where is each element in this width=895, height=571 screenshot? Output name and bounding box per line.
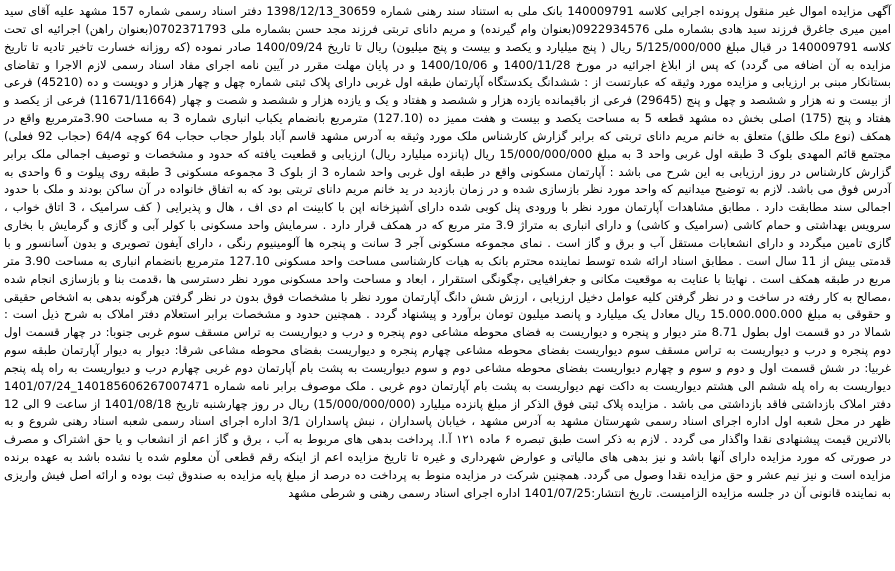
auction-notice-text: آگهی مزایده اموال غیر منقول پرونده اجرایی کلاسه 140009791 بانک ملی به استناد سند رهنی شماره 30659_1398/12/13 دفتر اسناد رسمی شماره 157 مشهد علیه آقای سید امین میری جاغرق فرزند سید هادی بشماره ملی 0922934576(بعنوان وام گیرنده) و مریم دانای تربتی فرزند مجد حسن بشماره ملی 0702371793(بعنوان راهن) اجرائیه ای تحت کلاسه 140009791 در قبال مبلغ 5/125/000/000 ریال ( پنج میلیارد و یکصد و بیست و پنج میلیون) ریال تا تاریخ 1400/09/24 صادر نموده (که روزانه خسارت تاخیر تادیه تا تاریخ مزایده به آن اضافه می گردد) که پس از ابلاغ اجرائیه در مورخ 1400/11/28 و 1400/10/06 و در پایان مهلت مقرر در آیین نامه اجرای مفاد اسناد رسمی لازم الاجرا و تقاضای بستانکار مبنی بر ارزیابی و مزایده مورد وثیقه که عبارتست از : ششدانگ یکدستگاه آپارتمان طبقه اول غربی دارای پلاک ثبتی شماره چهل و چهار هزار و دویست و ده (45210) فرعی از بیست و نه هزار و ششصد و چهل و پنج (29645) فرعی از باقیمانده یازده هزار و ششصد و هفتاد و یک و یازده هزار و ششصد و شصت و چهار (11671/11664) فرعی از یکصد و هفتاد و پنج (175) اصلی بخش ده مشهد قطعه 5 به مساحت یکصد و بیست و هفت ممیز ده (127.10) مترمربع بانضمام یکباب انباری شماره 3 به مساحت 3.90مترمربع واقع در همکف (نوع ملک طلق) متعلق به خانم مریم دانای تربتی که برابر گزارش کارشناس ملک مورد وثیقه به آدرس مشهد قاسم آباد بلوار حجاب حجاب 64 کوچه 64/4 (حجاب 92 فعلی) مجتمع قائم المهدی بلوک 3 طبقه اول غربی واحد 3 به مبلغ 15/000/000/000 ریال (پانزده میلیارد ریال) ارزیابی و قطعیت یافته که حدود و مشخصات و توصیف اجمالی ملک برابر گزارش کارشناس در روز ارزیابی به این شرح می باشد : آپارتمان مسکونی واقع در طبقه اول غربی واحد شماره 3 از بلوک 3 مجموعه مسکونی 3 طبقه روی پیلوت و 6 واحدی به آدرس فوق می باشد. لازم به توضیح میدانیم که واحد مورد نظر بازسازی شده و در زمان بازدید در ید خانم مریم دانای تربتی بود که به اتفاق خانواده در آن ساکن بودند و ملک با حدود اجمالی سند مطابقت دارد . مطابق مشاهدات آپارتمان مورد نظر با ورودی پنل کوبی شده دارای آشپزخانه اپن با کابینت ام دی اف ، هال و پذیرایی ( کف سرامیک ، 3 اتاق خواب ، سرویس بهداشتی و حمام کاشی (سرامیک و کاشی) و دارای انباری به متراژ 3.9 متر مربع که در همکف قرار دارد . سرمایش واحد مسکونی با کولر آبی و گازی و گرمایش با بخاری گازی تامین میگردد و دارای انشعابات مستقل آب و برق و گاز است . نمای مجموعه مسکونی آجر 3 سانت و پنجره ها آلومینیوم رنگی ، دارای آیفون تصویری و بدون آسانسور و با قدمتی بیش از 11 سال است . مطابق اسناد ارائه شده توسط نماینده محترم بانک به هیات کارشناسی مساحت واحد مسکونی 127.10 مترمربع بانضمام انباری به مساحت 3.90 متر مربع در طبقه همکف است . نهایتا با عنایت به موقعیت مکانی و جغرافیایی ،چگونگی استقرار ، ابعاد و مساحت واحد مسکونی مورد نظر دسترسی ها ،قدمت بنا و بازسازی انجام شده ،مصالح به کار رفته در ساخت و در نظر گرفتن کلیه عوامل دخیل ارزیابی ، ارزش شش دانگ آپارتمان مورد نظر با مشخصات فوق بدون در نظر گرفتن هرگونه بدهی به اشخاص حقیقی و حقوقی به مبلغ 15.000.000.000 ریال معادل یک میلیارد و پانصد میلیون تومان برآورد و پیشنهاد گردد . همچنین حدود و مشخصات برابر استعلام دفتر املاک به شرح ذیل است : شمالا در دو قسمت اول بطول 8.71 متر دیوار و پنجره و دیواریست به فضای محوطه مشاعی دوم پنجره و درب و دیواریست به تراس مسقف سوم غربی جنوبا: در چهار قسمت اول دوم پنجره و درب و دیواریست به تراس مسقف سوم دیواریست بفضای محوطه مشاعی چهارم پنجره و دیواریست بفضای محوطه مشاعی شرقا: دیوار به دیوار آپارتمان طبقه سوم غربیا: در شش قسمت اول و دوم و سوم و چهارم دیواریست بفضای محوطه مشاعی دوم و سوم دیواریست به پشت بام آپارتمان دوم غربی چهارم درب و دیواریست به راه پله پنجم دیواریست به راه پله ششم الی هشتم دیواریست به داکت نهم دیواریست به پشت بام آپارتمان دوم غربی . ملک موصوف برابر نامه شماره 140185606267007471_1401/07/24 دفتر املاک بازداشتی فاقد بازداشتی می باشد . مزایده پلاک ثبتی فوق الذکر از مبلغ پانزده میلیارد (15/000/000/000) ریال در روز چهارشنبه تاریخ 1401/08/18 از ساعت 9 الی 12 ظهر در محل شعبه اول اداره اجرای اسناد رسمی شهرستان مشهد به آدرس مشهد ، خیابان پاسداران ، نبش پاسداران 3/1 اداره اجرای اسناد رسمی شعبه اسناد رهنی شروع و به بالاترین قیمت پیشنهادی نقدا واگذار می گردد . لازم به ذکر است طبق تبصره ۶ ماده ۱۲۱ آ.ا. پرداخت بدهی های مربوط به آب ، برق و گاز اعم از انشعاب و یا حق اشتراک و مصرف در صورتی که مورد مزایده دارای آنها باشد و نیز بدهی های مالیاتی و عوارض شهرداری و غیره تا تاریخ مزایده اعم از اینکه رقم قطعی آن معلوم شده یا نشده باشد به عهده برنده مزایده است و نیز نیم عشر و حق مزایده نقدا وصول می گردد. همچنین شرکت در مزایده منوط به پرداخت ده درصد از مبلغ پایه مزایده به صندوق ثبت بوده و ارائه اصل فیش واریزی به نماینده قانونی آن در جلسه مزایده الزامیست. تاریخ انتشار:1401/07/25 اداره اجرای اسناد رسمی رهنی و شرطی مشهد [4,4,892,500]
